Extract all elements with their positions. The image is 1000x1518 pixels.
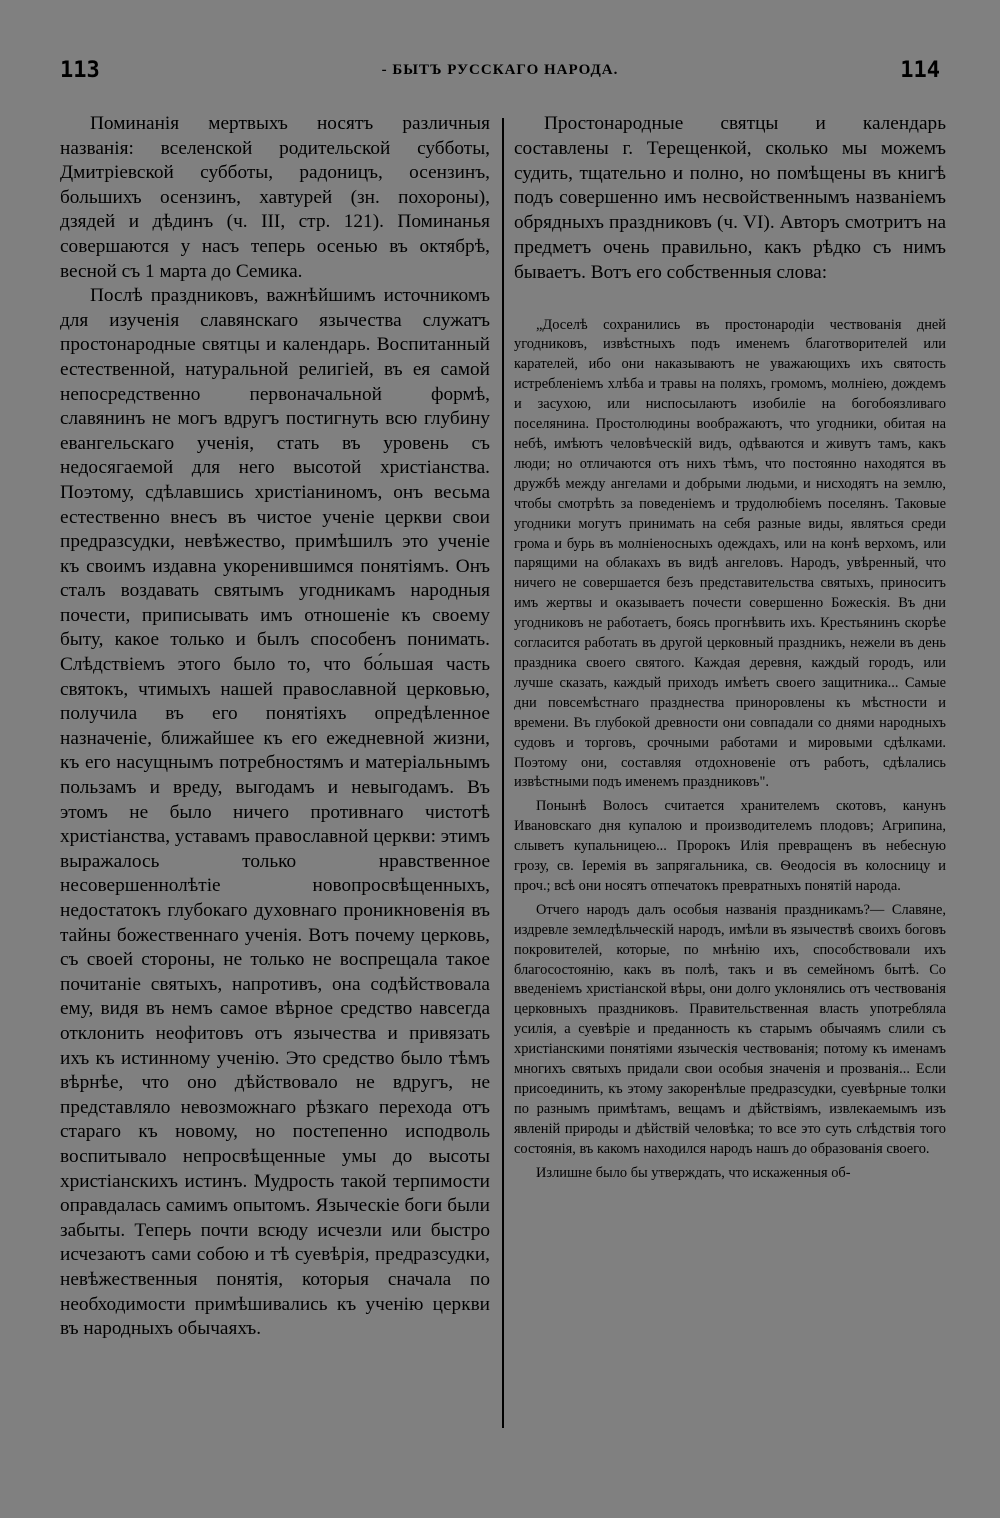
column-divider xyxy=(502,118,504,1428)
left-column xyxy=(60,112,490,1342)
page-header xyxy=(0,58,1000,94)
paragraph-volos: Понынѣ Волосъ считается хранителемъ скотовъ, канунъ Ивановскаго дня купалою и производителемъ плодовъ; Агрипина, слыветъ купальницею... Пророкъ Илія превращенъ въ небесную грозу, св. Іеремія въ запрягальника, св. Ѳеодосія въ колосницу и проч.; всѣ они носятъ отпечатокъ превратныхъ понятій народа. xyxy=(514,798,946,894)
left-page-number: 113 xyxy=(60,58,100,83)
paragraph-commemoration: Поминанія мертвыхъ носятъ различныя названія: вселенской родительской субботы, Дмитріевской субботы, радоницъ, осензинъ, большихъ осензинъ, хавтурей (зн. похороны), дзядей и дѣдинъ (ч. III, стр. 121). Поминанья совершаются у насъ теперь осенью въ октябрѣ, весной съ 1 марта до Семика. xyxy=(60,113,490,282)
right-page-number: 114 xyxy=(900,58,940,83)
right-column xyxy=(514,112,946,1188)
running-title: - БЫТЪ РУССКАГО НАРОДА. xyxy=(381,62,619,78)
paragraph-last: Излишне было бы утверждать, что искаженныя об- xyxy=(536,1164,851,1181)
quote-block: „Доселѣ сохранились въ простонародіи чествованія дней угодниковъ, извѣстныхъ подъ именемъ благотворителей или карателей, ибо они наказываютъ не уважающихъ ихъ святость истребленіемъ хлѣба и травы на поляхъ, громомъ, молніею, дождемъ и засухою, или ниспосылаютъ изобиліе на богобоязливаго поселянина. Простолюдины воображаютъ, что угодники, обитая на небѣ, имѣютъ человѣческій видъ, одѣваются и живутъ тамъ, какъ люди; но отличаются отъ нихъ тѣмъ, что постоянно находятся въ дружбѣ между ангелами и добрыми людьми, и нисходятъ на землю, чтобы смотрѣть за поведеніемъ и трудолюбіемъ поселянъ. Таковые угодники могутъ принимать на себя разные виды, являться среди грома и бурь въ молніеносныхъ одеждахъ, или на конѣ верхомъ, или парящими на облакахъ въ видѣ ангеловъ. Народъ, увѣренный, что ничего не совершается безъ представительства святыхъ, приноситъ имъ жертвы и оказываетъ почести совершенно Божескія. Въ дни угодниковъ не работаетъ, боясь прогнѣвить ихъ. Крестьянинъ скорѣе согласится работать въ другой церковный праздникъ, нежели въ день праздника своего святого. Каждая деревня, каждый городъ, или лучше сказать, каждый приходъ имѣетъ своего защитника... Самые дни повсемѣстнаго празднества приноровлены къ мѣстности и времени. Въ глубокой древности они совпадали со днями народныхъ судовъ и торговъ, срочными работами и мировыми сдѣлками. Поэтому они, составляя отдохновеніе отъ работъ, сдѣлались извѣстными подъ именемъ праздниковъ". xyxy=(514,316,946,791)
paragraph-sources: Послѣ праздниковъ, важнѣйшимъ источникомъ для изученія славянскаго язычества служатъ простонародные святцы и календарь. Воспитанный естественной, натуральной религіей, въ ея самой непосредственно первоначальной формѣ, славянинъ не могъ вдругъ постигнуть всю глубину евангельскаго ученія, стать въ уровень съ недосягаемой для него высотой христіанства. Поэтому, сдѣлавшись христіаниномъ, онъ весьма естественно внесъ въ чистое ученіе церкви свои предразсудки, невѣжество, примѣшилъ это ученіе къ своимъ издавна укоренившимся понятіямъ. Онъ сталъ воздавать святымъ угодникамъ народныя почести, приписывать имъ отношеніе къ своему быту, какое только и былъ способенъ понимать. Слѣдствіемъ этого было то, что бо́льшая часть святокъ, чтимыхъ нашей православной церковью, получила въ его понятіяхъ опредѣленное назначеніе, ближайшее къ его ежедневной жизни, къ его насущнымъ потребностямъ и матеріальнымъ пользамъ и вреду, выгодамъ и невыгодамъ. Въ этомъ не было ничего противнаго чистотѣ христіанства, уставамъ православной церкви: этимъ выражалось только нравственное несовершеннолѣтіе новопросвѣщенныхъ, недостатокъ глубокаго духовнаго проникновенія въ тайны божественнаго ученія. Вотъ почему церковь, съ своей стороны, не только не воспрещала такое почитаніе святыхъ, напротивъ, она содѣйствовала ему, видя въ немъ самое вѣрное средство навсегда отклонить неофитовъ отъ язычества и привязать ихъ къ истинному ученію. Это средство было тѣмъ вѣрнѣе, что оно дѣйствовало не вдругъ, не представляло невозможнаго рѣзкаго перехода отъ стараго къ новому, но постепенно исподволь воспитывало непросвѣщенные умы до высоты христіанскихъ истинъ. Мудрость такой терпимости оправдалась самимъ опытомъ. Языческіе боги были забыты. Теперь почти всюду исчезли или быстро исчезаютъ сами собою и тѣ суевѣрія, предразсудки, невѣжественныя понятія, которыя сначала по необходимости примѣшивались къ ученію церкви въ народныхъ обычаяхъ. xyxy=(60,285,490,1340)
paragraph-intro: Простонародные святцы и календарь составлены г. Терещенкой, сколько мы можемъ судить, тщательно и полно, но помѣщены въ книгѣ подъ совершенно имъ несвойственнымъ названіемъ обрядныхъ праздниковъ (ч. VI). Авторъ смотритъ на предметъ очень правильно, какъ рѣдко съ нимъ бываетъ. Вотъ его собственныя слова: xyxy=(514,113,946,283)
paragraph-origin: Отчего народъ далъ особыя названія праздникамъ?— Славяне, издревле земледѣльческій народъ, имѣли въ язычествѣ своихъ боговъ покровителей, которые, по мнѣнію ихъ, способствовали ихъ благосостоянію, какъ въ полѣ, такъ и въ семейномъ бытѣ. Со введеніемъ христіанской вѣры, они долго уклонялись отъ чествованія церковныхъ праздниковъ. Правительственная власть употребляла усилія, а суевѣріе и преданность къ старымъ обычаямъ слили съ христіанскими понятіями языческія чествованія; потому къ именамъ многихъ святыхъ придали свои особыя значенія и прозванія... Если присоединить, къ этому закоренѣлые предразсудки, суевѣрные толки по разнымъ примѣтамъ, вещамъ и дѣйствіямъ, извлекаемымъ изъ явленій природы и дѣйствій человѣка; то все это суть слѣдствія того состоянія, въ какомъ находился народъ нашъ до образованія своего. xyxy=(514,901,946,1157)
